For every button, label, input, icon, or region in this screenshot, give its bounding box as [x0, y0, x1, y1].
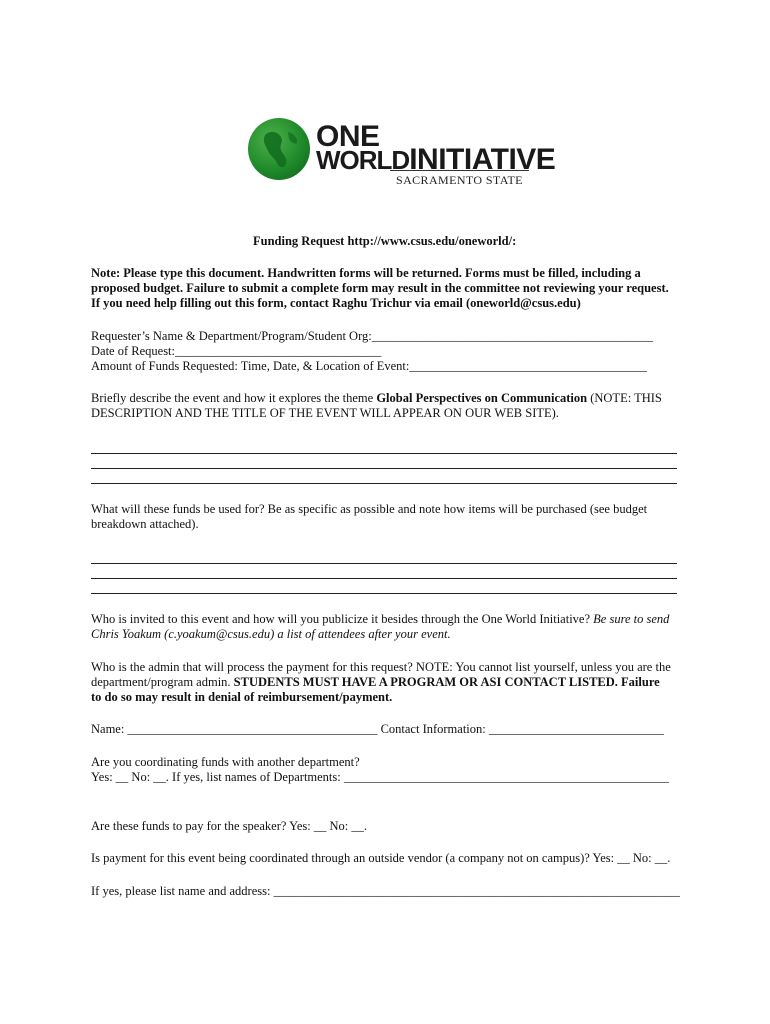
note-line-2: proposed budget. Failure to submit a complete form may result in the committee not reviewing your request.	[91, 281, 669, 295]
note-line-3: If you need help filling out this form, contact Raghu Trichur via email (oneworld@csus.edu)	[91, 296, 581, 310]
vendor-question-field[interactable]: Is payment for this event being coordinated through an outside vendor (a company not on campus)? Yes: __ No: __.	[91, 851, 671, 865]
describe-line-2: DESCRIPTION AND THE TITLE OF THE EVENT WILL APPEAR ON OUR WEB SITE).	[91, 406, 559, 420]
describe-answer-line-1[interactable]	[91, 453, 677, 454]
note-line-1: Note: Please type this document. Handwritten forms will be returned. Forms must be filled, including a	[91, 266, 641, 280]
amount-field[interactable]: Amount of Funds Requested: Time, Date, & Location of Event:______________________________________	[91, 359, 647, 373]
invited-line-1: Who is invited to this event and how will you publicize it besides through the One World Initiative? Be sure to send	[91, 612, 670, 626]
admin-line-3: to do so may result in denial of reimbursement/payment.	[91, 690, 393, 704]
funds-line-2: breakdown attached).	[91, 517, 199, 531]
coordinating-question: Are you coordinating funds with another department?	[91, 755, 360, 769]
funds-answer-line-3[interactable]	[91, 593, 677, 594]
requester-field[interactable]: Requester’s Name & Department/Program/Student Org:_____________________________________________	[91, 329, 653, 343]
invited-line-2: Chris Yoakum (c.yoakum@csus.edu) a list of attendees after your event.	[91, 627, 451, 641]
describe-answer-line-3[interactable]	[91, 483, 677, 484]
logo-world-initiative-text: WORLDINITIATIVE	[316, 143, 556, 176]
logo-one-text: ONE	[316, 120, 380, 153]
describe-answer-line-2[interactable]	[91, 468, 677, 469]
coordinating-answer-field[interactable]: Yes: __ No: __. If yes, list names of Departments: ____________________________________________________	[91, 770, 669, 784]
admin-line-1: Who is the admin that will process the payment for this request? NOTE: You cannot list yourself, unless you are the	[91, 660, 671, 674]
funds-answer-line-1[interactable]	[91, 563, 677, 564]
admin-line-2: department/program admin. STUDENTS MUST HAVE A PROGRAM OR ASI CONTACT LISTED. Failure	[91, 675, 660, 689]
funds-line-1: What will these funds be used for? Be as specific as possible and note how items will be purchased (see budget	[91, 502, 648, 516]
date-field[interactable]: Date of Request:_________________________________	[91, 344, 382, 358]
page-title: Funding Request http://www.csus.edu/oneworld/:	[253, 234, 517, 248]
speaker-question-field[interactable]: Are these funds to pay for the speaker? Yes: __ No: __.	[91, 819, 367, 833]
describe-line-1: Briefly describe the event and how it explores the theme Global Perspectives on Communication (NOTE: THIS	[91, 391, 662, 405]
logo-sacramento-state-text: SACRAMENTO STATE	[396, 173, 523, 187]
address-field[interactable]: If yes, please list name and address: _________________________________________________________________	[91, 884, 680, 898]
name-contact-field[interactable]: Name: ________________________________________ Contact Information: ____________________________	[91, 722, 664, 736]
funds-answer-line-2[interactable]	[91, 578, 677, 579]
globe-icon	[248, 118, 310, 180]
one-world-initiative-logo	[248, 118, 556, 188]
